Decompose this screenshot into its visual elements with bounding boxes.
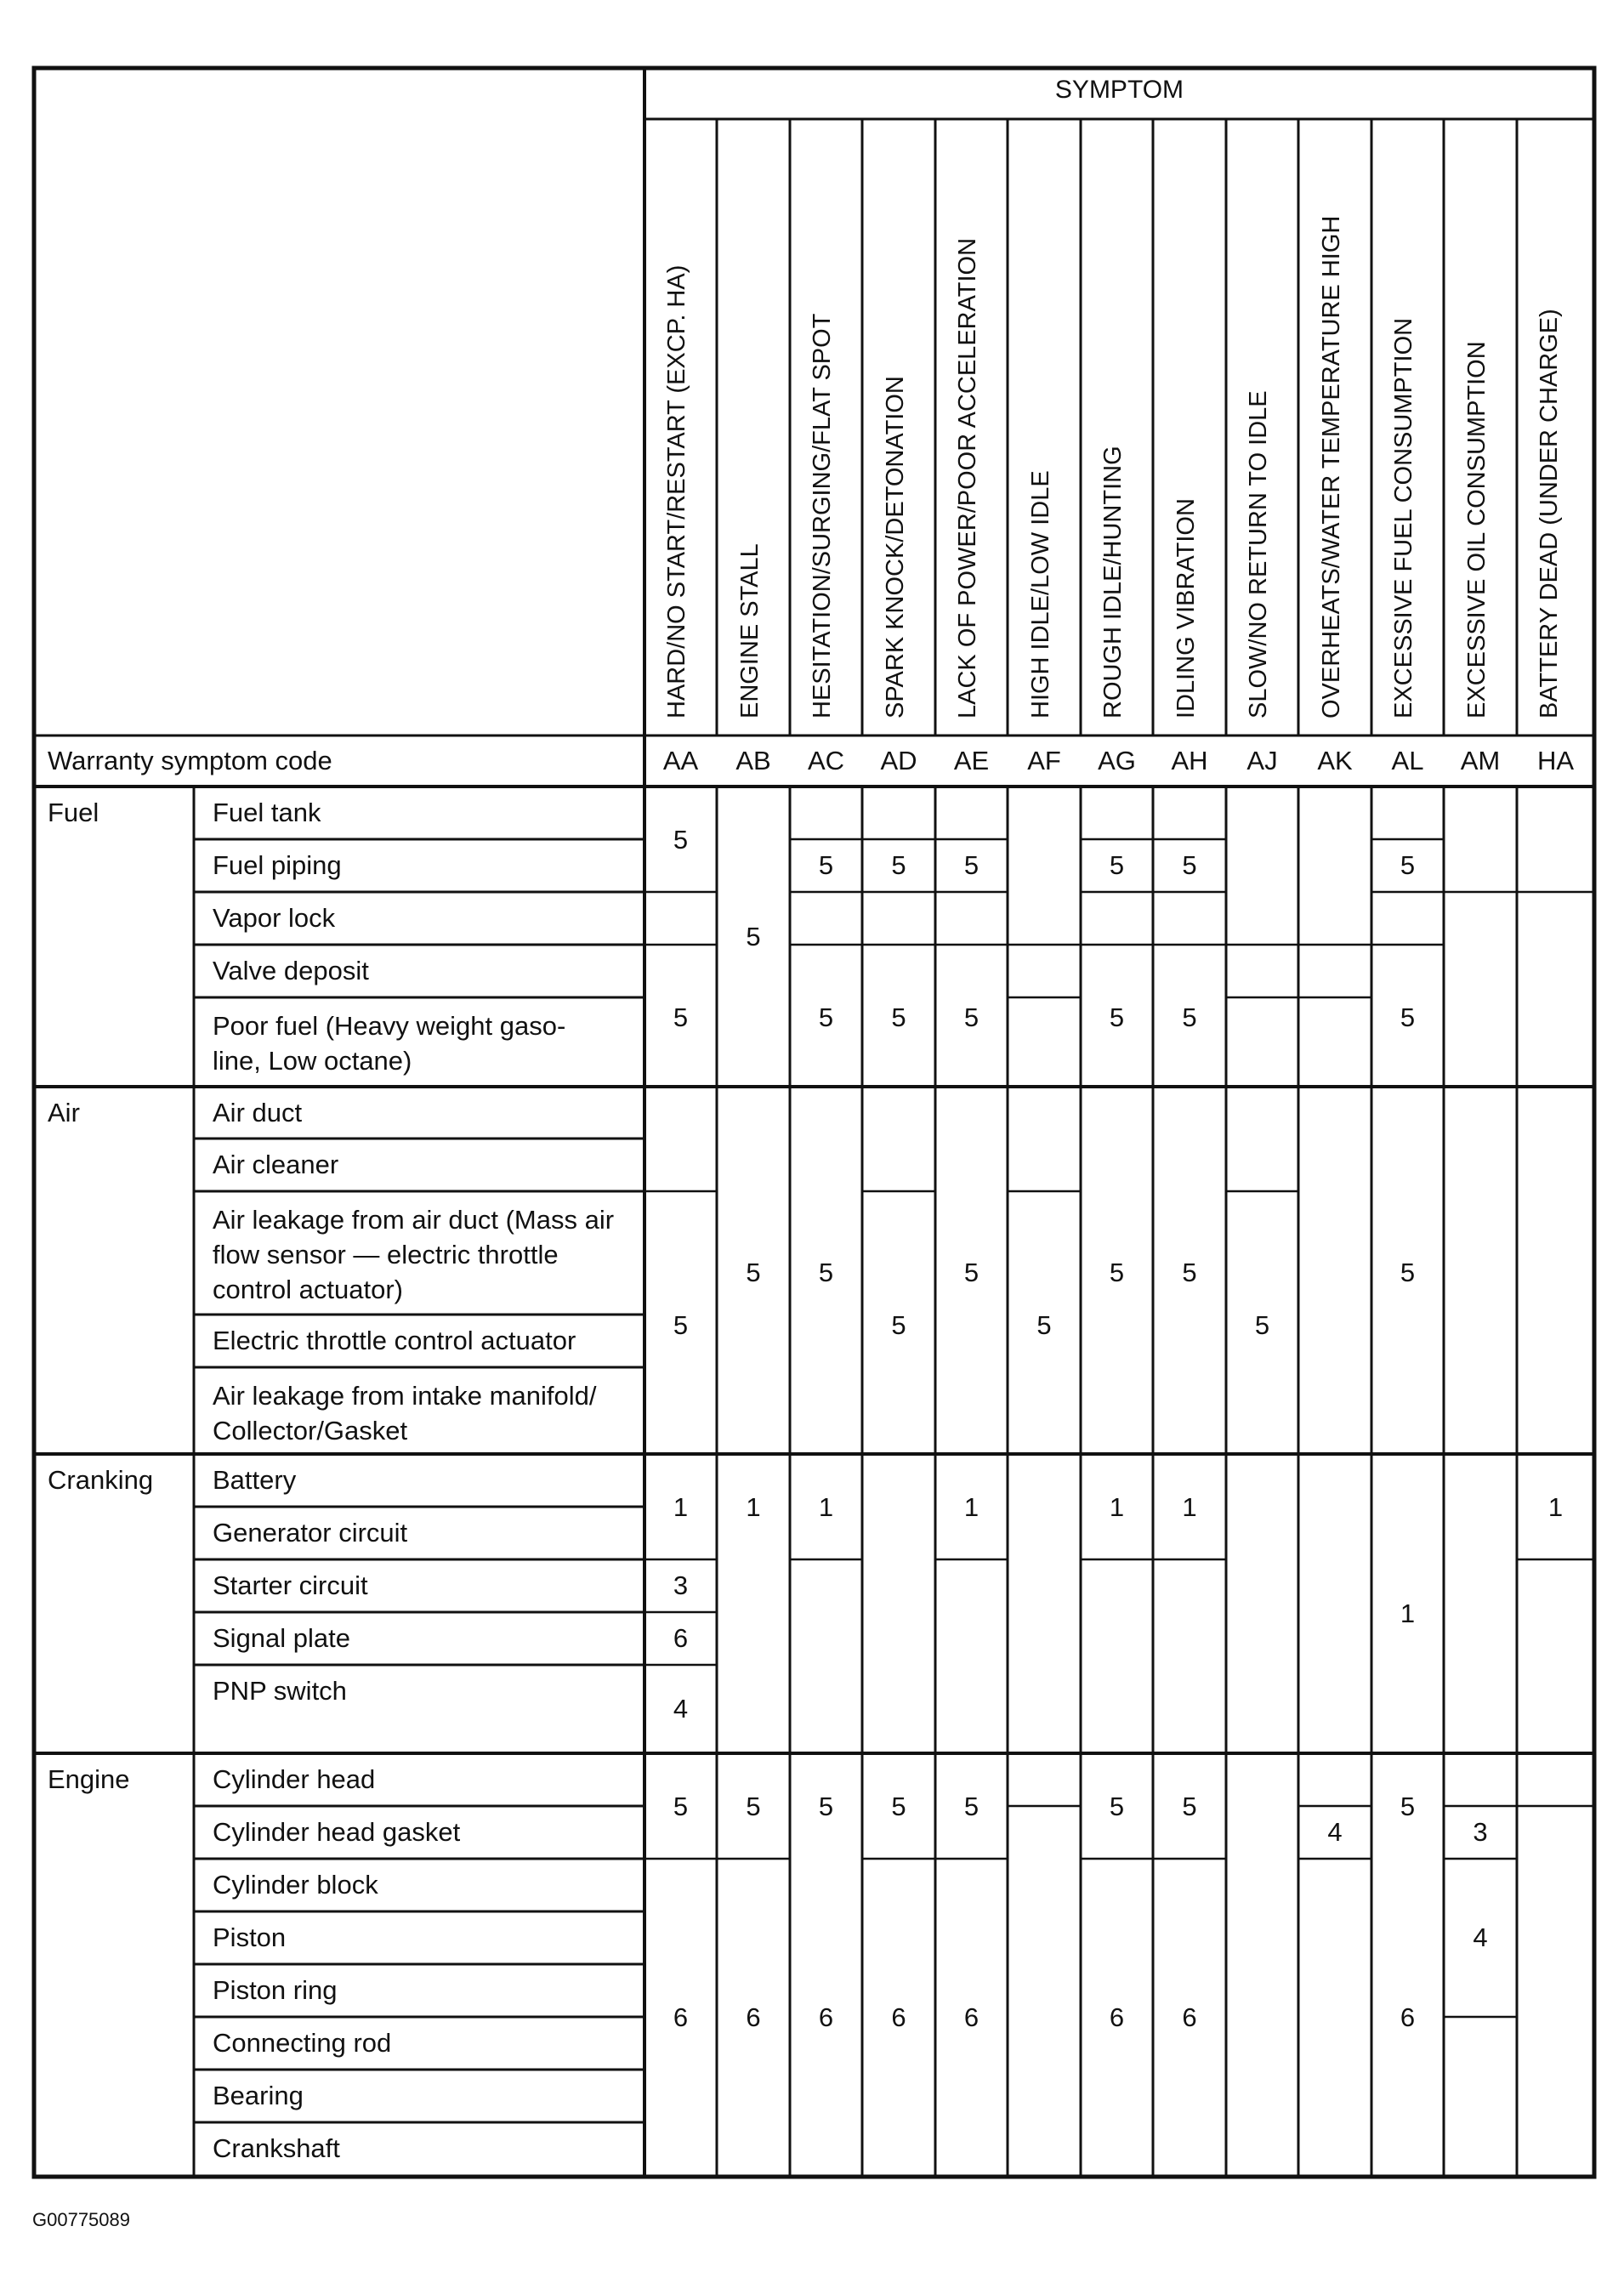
- cell-ab-air: 5: [746, 1258, 761, 1287]
- cell-al-head: 5: [1400, 1792, 1416, 1821]
- cell-al-fuel-poor: 5: [1400, 1002, 1416, 1032]
- cell-aa-starter: 3: [673, 1570, 689, 1600]
- column-header-af: HIGH IDLE/LOW IDLE: [1027, 470, 1054, 718]
- warranty-label: Warranty symptom code: [48, 746, 332, 775]
- item-poor-fuel: Poor fuel (Heavy weight gaso-line, Low octane): [213, 1011, 566, 1076]
- cell-ad-block: 6: [891, 2002, 906, 2032]
- code-ac: AC: [807, 746, 845, 775]
- item-fuel-piping: Fuel piping: [213, 850, 342, 880]
- cell-ae-fuel-poor: 5: [963, 1002, 980, 1032]
- cell-ag-block: 6: [1109, 2002, 1125, 2032]
- item-air-leakage-manifold: Air leakage from intake manifold/ Collector/Gasket: [213, 1381, 597, 1445]
- item-cylinder-head: Cylinder head: [213, 1764, 376, 1794]
- cell-al-air: 5: [1400, 1258, 1416, 1287]
- cell-ab-block: 6: [746, 2002, 761, 2032]
- cell-ab-battery: 1: [746, 1492, 761, 1522]
- group-label-cranking: Cranking: [48, 1465, 154, 1495]
- item-pnp-switch: PNP switch: [213, 1676, 347, 1706]
- symptom-header: SYMPTOM: [1054, 76, 1184, 104]
- code-ab: AB: [735, 746, 771, 775]
- item-vapor-lock: Vapor lock: [213, 903, 336, 933]
- item-air-cleaner: Air cleaner: [213, 1150, 339, 1179]
- column-header-ha: BATTERY DEAD (UNDER CHARGE): [1536, 309, 1563, 718]
- cell-aj-air: 5: [1254, 1310, 1270, 1340]
- group-label-engine: Engine: [48, 1764, 130, 1794]
- code-am: AM: [1460, 746, 1501, 775]
- cell-al-cranking: 1: [1400, 1599, 1416, 1628]
- column-header-al: EXCESSIVE FUEL CONSUMPTION: [1390, 317, 1417, 718]
- cell-ac-block: 6: [818, 2002, 834, 2032]
- column-header-ac: HESITATION/SURGING/FLAT SPOT: [809, 313, 836, 718]
- cell-ah-block: 6: [1182, 2002, 1197, 2032]
- column-header-ad: SPARK KNOCK/DETONATION: [882, 376, 909, 718]
- cell-ak-gasket: 4: [1327, 1817, 1343, 1847]
- column-header-ag: ROUGH IDLE/HUNTING: [1099, 446, 1127, 718]
- cell-aa-pnp: 4: [673, 1694, 689, 1724]
- cell-ac-head: 5: [818, 1792, 834, 1821]
- item-signal-plate: Signal plate: [213, 1623, 351, 1653]
- code-aa: AA: [662, 746, 699, 775]
- code-ag: AG: [1098, 746, 1136, 775]
- cell-ah-fuel-poor: 5: [1182, 1002, 1197, 1032]
- group-label-air: Air: [48, 1098, 80, 1127]
- code-aj: AJ: [1246, 746, 1278, 775]
- item-fuel-tank: Fuel tank: [213, 798, 321, 827]
- column-header-ah: IDLING VIBRATION: [1173, 498, 1200, 718]
- item-valve-deposit: Valve deposit: [213, 956, 369, 985]
- code-ad: AD: [880, 746, 917, 775]
- cell-aa-air: 5: [673, 1310, 689, 1340]
- cell-ae-head: 5: [963, 1792, 980, 1821]
- cell-am-block: 4: [1473, 1922, 1488, 1952]
- item-connecting-rod: Connecting rod: [213, 2028, 392, 2058]
- code-ak: AK: [1317, 746, 1353, 775]
- cell-ag-air: 5: [1109, 1258, 1125, 1287]
- cell-ae-fuel-piping: 5: [963, 850, 980, 880]
- cell-aa-block: 6: [673, 2002, 689, 2032]
- cell-ac-fuel-poor: 5: [818, 1002, 834, 1032]
- item-generator-circuit: Generator circuit: [213, 1518, 408, 1548]
- code-al: AL: [1391, 746, 1424, 775]
- item-air-duct: Air duct: [213, 1098, 303, 1127]
- item-crankshaft: Crankshaft: [213, 2133, 340, 2163]
- cell-aa-head: 5: [673, 1792, 689, 1821]
- cell-ag-battery: 1: [1109, 1492, 1125, 1522]
- cell-al-fuel-piping: 5: [1400, 850, 1416, 880]
- cell-ag-fuel-poor: 5: [1109, 1002, 1125, 1032]
- cell-ah-battery: 1: [1182, 1492, 1197, 1522]
- cell-ab-head: 5: [746, 1792, 761, 1821]
- cell-ad-air: 5: [891, 1310, 906, 1340]
- column-header-ae: LACK OF POWER/POOR ACCELERATION: [954, 237, 981, 718]
- cell-ae-battery: 1: [963, 1492, 980, 1522]
- code-ae: AE: [953, 746, 990, 775]
- item-cylinder-head-gasket: Cylinder head gasket: [213, 1817, 461, 1847]
- column-header-ab: ENGINE STALL: [736, 543, 764, 718]
- code-af: AF: [1027, 746, 1061, 775]
- cell-ah-fuel-piping: 5: [1182, 850, 1197, 880]
- cell-am-gasket: 3: [1473, 1817, 1488, 1847]
- cell-ac-fuel-piping: 5: [818, 850, 834, 880]
- cell-ad-fuel-poor: 5: [891, 1002, 906, 1032]
- cell-af-air: 5: [1036, 1310, 1052, 1340]
- item-piston: Piston: [213, 1922, 287, 1952]
- cell-aa-signal: 6: [673, 1623, 689, 1653]
- cell-aa-fuel-2: 5: [673, 1002, 689, 1032]
- code-ha: HA: [1536, 746, 1575, 775]
- item-starter-circuit: Starter circuit: [213, 1570, 368, 1600]
- item-electric-throttle: Electric throttle control actuator: [213, 1326, 576, 1355]
- cell-ae-block: 6: [963, 2002, 980, 2032]
- cell-ha-battery: 1: [1547, 1492, 1564, 1522]
- cell-aa-fuel-1: 5: [673, 825, 689, 855]
- cell-al-block: 6: [1400, 2002, 1416, 2032]
- cell-ae-air: 5: [963, 1258, 980, 1287]
- item-piston-ring: Piston ring: [213, 1975, 338, 2005]
- item-bearing: Bearing: [213, 2081, 304, 2110]
- code-ah: AH: [1171, 746, 1208, 775]
- item-battery: Battery: [213, 1465, 297, 1495]
- cell-aa-battery: 1: [673, 1492, 689, 1522]
- item-cylinder-block: Cylinder block: [213, 1870, 378, 1900]
- cell-ab-fuel: 5: [746, 922, 761, 951]
- cell-ac-air: 5: [818, 1258, 834, 1287]
- column-header-ak: OVERHEATS/WATER TEMPERATURE HIGH: [1318, 215, 1345, 718]
- cell-ag-head: 5: [1109, 1792, 1125, 1821]
- item-air-leakage-duct: Air leakage from air duct (Mass air flow sensor — electric throttle control actuator): [213, 1205, 615, 1304]
- cell-ag-fuel-piping: 5: [1109, 850, 1125, 880]
- column-header-aa: HARD/NO START/RESTART (EXCP. HA): [663, 264, 690, 718]
- cell-ac-battery: 1: [818, 1492, 834, 1522]
- group-label-fuel: Fuel: [48, 798, 99, 827]
- column-header-am: EXCESSIVE OIL CONSUMPTION: [1463, 341, 1491, 718]
- cell-ad-head: 5: [891, 1792, 906, 1821]
- cell-ah-head: 5: [1182, 1792, 1197, 1821]
- column-header-aj: SLOW/NO RETURN TO IDLE: [1245, 390, 1272, 718]
- cell-ah-air: 5: [1182, 1258, 1197, 1287]
- cell-ad-fuel-piping: 5: [891, 850, 906, 880]
- figure-id: G00775089: [32, 2209, 130, 2230]
